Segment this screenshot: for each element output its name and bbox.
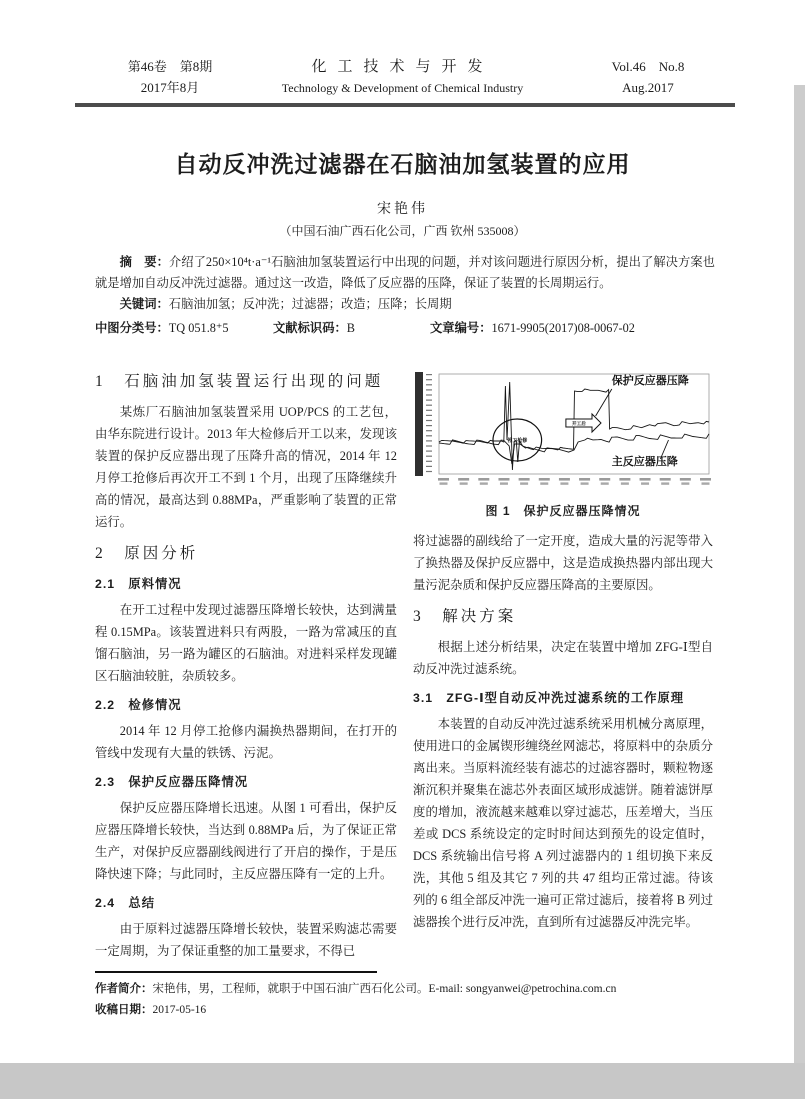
svg-text:停工抢修: 停工抢修 xyxy=(507,439,528,444)
scan-edge-right xyxy=(794,85,805,1099)
svg-text:开工后: 开工后 xyxy=(572,420,586,426)
svg-text:主反应器压降: 主反应器压降 xyxy=(611,456,678,468)
section-2-3-heading: 2.3 保护反应器压降情况 xyxy=(95,775,249,789)
section-2-heading: 2 原因分析 xyxy=(95,545,199,562)
figure-caption: 图 1 保护反应器压降情况 xyxy=(485,504,641,518)
article-affiliation: （中国石油广西石化公司，广西 钦州 535008） xyxy=(279,224,526,238)
section-2-3-paragraph: 保护反应器压降增长迅速。从图 1 可看出，保护反应器压降增长较快，当达到 0.88MPa 后，为了保证正常生产，对保护反应器副线阀进行了开启的操作，于是压降快速下降；与此同时，主反应器压降有一定的上升。 xyxy=(95,801,397,881)
author-bio-text: 宋艳伟，男，工程师，就职于中国石油广西石化公司。E-mail: songyanwei@petrochina.com.cn xyxy=(152,983,617,995)
section-2-4-heading: 2.4 总结 xyxy=(95,896,155,910)
header-rule xyxy=(75,103,735,107)
journal-title-cn: 化工技术与开发 xyxy=(311,59,494,75)
keywords-text: 石脑油加氢；反冲洗；过滤器；改造；压降；长周期 xyxy=(168,297,452,311)
article-number: 文章编号：1671-9905(2017)08-0067-02 xyxy=(430,321,635,335)
figure-1 xyxy=(413,370,713,522)
section-1-paragraph: 某炼厂石脑油加氢装置采用 UOP/PCS 的工艺包，由华东院进行设计。2013 年大检修后开工以来，发现该装置的保护反应器出现了压降升高的情况，2014 年 12 月停工抢修后再次开工不到 1 个月，出现了压降继续升高的情况，最高达到 0.88MPa，严重影响了装置的正常运行。 xyxy=(95,405,397,529)
front-matter xyxy=(95,252,715,340)
footnote xyxy=(95,979,715,1021)
section-3-paragraph: 根据上述分析结果，决定在装置中增加 ZFG-Ⅰ型自动反冲洗过滤系统。 xyxy=(413,640,713,676)
section-2-1-heading: 2.1 原料情况 xyxy=(95,577,182,591)
classification-line xyxy=(95,318,715,340)
date-cn: 2017年8月 xyxy=(140,80,200,95)
keywords-label: 关键词： xyxy=(119,297,169,311)
section-2-1-paragraph: 在开工过程中发现过滤器压降增长较快，达到满量程 0.15MPa。该装置进料只有两股，一路为常减压的直馏石脑油，另一路为罐区的石脑油。对进料采样发现罐区石脑油较脏，杂质较多。 xyxy=(95,603,397,683)
abstract-label: 摘 要： xyxy=(119,255,169,269)
footnote-rule xyxy=(95,971,377,973)
date-en: Aug.2017 xyxy=(622,80,674,95)
keywords xyxy=(95,294,715,315)
trend-chart-svg xyxy=(413,370,713,496)
left-column xyxy=(95,368,397,962)
section-3-heading: 3 解决方案 xyxy=(413,608,517,625)
received-date: 收稿日期：2017-05-16 xyxy=(95,1004,207,1016)
right-column xyxy=(413,368,713,933)
section-3-1-paragraph: 本装置的自动反冲洗过滤系统采用机械分离原理，使用进口的金属锲形缠绕丝网滤芯，将原料中的杂质分离出来。当原料流经装有滤芯的过滤容器时，颗粒物逐渐沉积并聚集在滤芯外表面区域形成滤饼。随着滤饼厚度的增加，液流越来越难以穿过滤芯，压差增大，当压差或 DCS 系统设定的定时时间达到预先的设定值时，DCS 系统输出信号将 A 列过滤器内的 1 组切换下来反洗，其他 5 组及其它 7 列的共 47 组均正常过滤。待该列的 6 组全部反冲洗一遍可正常过滤后，接着将 B 列过滤器挨个进行反冲洗，直到所有过滤器反冲洗完毕。 xyxy=(413,717,713,929)
received-date-value: 2017-05-16 xyxy=(152,1004,207,1016)
continuation-paragraph: 将过滤器的副线给了一定开度，造成大量的污泥等带入了换热器及保护反应器中，这是造成换热器内部出现大量污泥杂质和保护反应器压降高的主要原因。 xyxy=(413,534,713,592)
volume-issue-cn: 第46卷 第8期 xyxy=(127,59,213,74)
abstract xyxy=(95,252,715,294)
document-code: 文献标识码：B xyxy=(273,321,355,335)
journal-title-en: Technology & Development of Chemical Industry xyxy=(281,81,524,95)
section-2-4-paragraph: 由于原料过滤器压降增长较快，装置采购滤芯需要一定周期，为了保证重整的加工量要求，不得已 xyxy=(95,922,397,958)
scan-edge-bottom xyxy=(0,1063,805,1099)
article-author: 宋艳伟 xyxy=(377,202,428,217)
abstract-text: 介绍了250×10⁴t·a⁻¹石脑油加氢装置运行中出现的问题，并对该问题进行原因分析，提出了解决方案也就是增加自动反冲洗过滤器。通过这一改造，降低了反应器的压降，保证了装置的长周期运行。 xyxy=(95,255,715,290)
clc-number: 中图分类号：TQ 051.8⁺5 xyxy=(95,321,229,335)
section-1-heading: 1 石脑油加氢装置运行出现的问题 xyxy=(95,373,384,390)
article-title: 自动反冲洗过滤器在石脑油加氢装置的应用 xyxy=(174,152,631,177)
section-2-2-paragraph: 2014 年 12 月停工抢修内漏换热器期间，在打开的管线中发现有大量的铁锈、污泥。 xyxy=(95,724,397,760)
section-2-2-heading: 2.2 检修情况 xyxy=(95,698,182,712)
svg-text:保护反应器压降: 保护反应器压降 xyxy=(611,375,689,387)
journal-volume-en xyxy=(583,56,713,98)
author-bio: 作者简介：宋艳伟，男，工程师，就职于中国石油广西石化公司。E-mail: songyanwei@petrochina.com.cn xyxy=(95,983,617,995)
section-3-1-heading: 3.1 ZFG-Ⅰ型自动反冲洗过滤系统的工作原理 xyxy=(413,691,685,705)
vol-no-en: Vol.46 No.8 xyxy=(611,59,685,74)
